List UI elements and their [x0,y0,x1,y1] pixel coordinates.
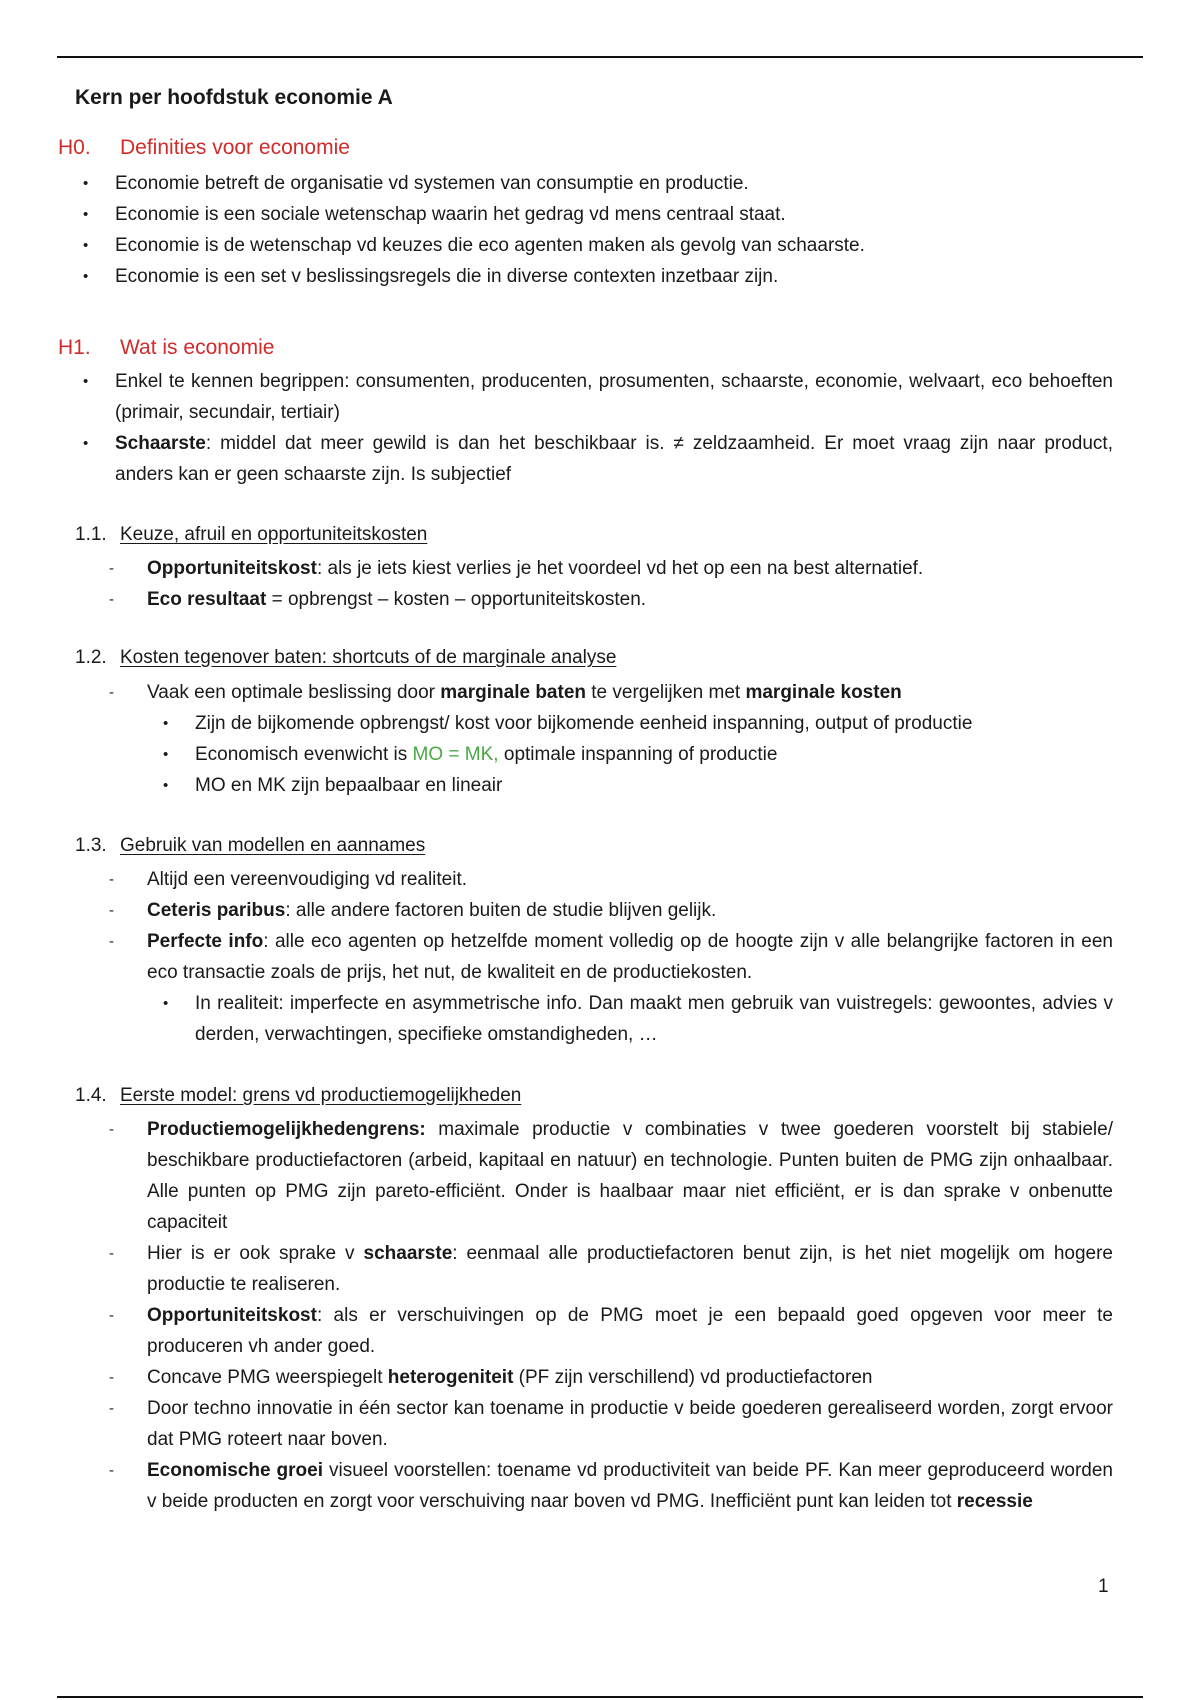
h0-list [83,168,1113,292]
heading-h1-title: Wat is economie [120,336,275,359]
list-item: - Opportuniteitskost: als je iets kiest verlies je het voordeel vd het op een na best alternatief. [147,553,1113,584]
list-item: - Eco resultaat = opbrengst – kosten – opportuniteitskosten. [147,584,1113,615]
heading-h1-number: H1. [58,336,91,359]
dash-icon: - [109,591,114,608]
list-item: - Productiemogelijkhedengrens: maximale productie v combinaties v twee goederen voorstelt bij stabiele/ beschikbare productiefactoren (arbeid, kapitaal en natuur) en technologie. Punten buiten de PMG zijn onhaalbaar. Alle punten op PMG zijn pareto-efficiënt. Onder is haalbaar maar niet efficiënt, er is dan sprake v onbenutte capaciteit [147,1114,1113,1238]
heading-h0-title: Definities voor economie [120,136,350,159]
list-item: - Opportuniteitskost: als er verschuivingen op de PMG moet je een bepaald goed opgeven voor meer te produceren vh ander goed. [147,1300,1113,1362]
list-item: • Economie is de wetenschap vd keuzes die eco agenten maken als gevolg van schaarste. [115,230,1113,261]
dash-icon: - [109,933,114,950]
bullet-icon: • [163,715,169,732]
s13-list [109,864,1113,988]
list-item: - Economische groei visueel voorstellen: toename vd productiviteit van beide PF. Kan meer geproduceerd worden v beide producten en zorgt voor verschuiving naar boven vd PMG. Inefficiënt punt kan leiden tot recessie [147,1455,1113,1517]
subheading-1-4: 1.4. Eerste model: grens vd productiemogelijkheden [75,1085,522,1106]
list-item: - Hier is er ook sprake v schaarste: eenmaal alle productiefactoren benut zijn, is het niet mogelijk om hogere productie te realiseren. [147,1238,1113,1300]
dash-icon: - [109,902,114,919]
list-item: - Perfecte info: alle eco agenten op hetzelfde moment volledig op de hoogte zijn v alle belangrijke factoren in een eco transactie zoals de prijs, het nut, de kwaliteit en de productiekosten. [147,926,1113,988]
list-item: • Economie is een sociale wetenschap waarin het gedrag vd mens centraal staat. [115,199,1113,230]
list-item: • Economie is een set v beslissingsregels die in diverse contexten inzetbaar zijn. [115,261,1113,292]
list-item: - Door techno innovatie in één sector kan toename in productie v beide goederen gerealiseerd worden, zorgt ervoor dat PMG roteert naar boven. [147,1393,1113,1455]
list-item: • Economisch evenwicht is MO = MK, optimale inspanning of productie [195,739,1113,770]
s11-list [109,553,1113,615]
equation-highlight: MO = MK, [412,744,499,765]
list-item: - Concave PMG weerspiegelt heterogeniteit (PF zijn verschillend) vd productiefactoren [147,1362,1113,1393]
heading-h0 [58,136,350,160]
s13-sublist [163,988,1113,1050]
page-number: 1 [1098,1576,1109,1597]
dash-icon: - [109,1245,114,1262]
list-item: • In realiteit: imperfecte en asymmetrische info. Dan maakt men gebruik van vuistregels: gewoontes, advies v derden, verwachtingen, specifieke omstandigheden, … [195,988,1113,1050]
bullet-icon: • [83,175,89,192]
dash-icon: - [109,871,114,888]
heading-h0-number: H0. [58,136,91,159]
bullet-icon: • [163,995,169,1012]
list-item: - Altijd een vereenvoudiging vd realiteit. [147,864,1113,895]
bullet-icon: • [83,435,89,452]
dash-icon: - [109,684,114,701]
dash-icon: - [109,1307,114,1324]
bullet-icon: • [163,777,169,794]
list-item: - Vaak een optimale beslissing door marginale baten te vergelijken met marginale kosten [147,677,1113,708]
dash-icon: - [109,1400,114,1417]
s14-list [109,1114,1113,1517]
list-item: • MO en MK zijn bepaalbaar en lineair [195,770,1113,801]
s12-list [109,677,1113,708]
bullet-icon: • [83,373,89,390]
dash-icon: - [109,1369,114,1386]
dash-icon: - [109,1121,114,1138]
bullet-icon: • [83,268,89,285]
subheading-1-1: 1.1. Keuze, afruil en opportuniteitskosten [75,524,428,545]
heading-h1 [58,336,274,360]
bullet-icon: • [83,237,89,254]
subheading-1-3: 1.3. Gebruik van modellen en aannames [75,835,426,856]
dash-icon: - [109,560,114,577]
list-item: • Zijn de bijkomende opbrengst/ kost voor bijkomende eenheid inspanning, output of productie [195,708,1113,739]
list-item: • Enkel te kennen begrippen: consumenten, producenten, prosumenten, schaarste, economie, welvaart, eco behoeften (primair, secundair, tertiair) [115,366,1113,428]
top-rule [57,56,1143,58]
bottom-rule [57,1696,1143,1698]
bullet-icon: • [163,746,169,763]
list-item: • Schaarste: middel dat meer gewild is dan het beschikbaar is. ≠ zeldzaamheid. Er moet vraag zijn naar product, anders kan er geen schaarste zijn. Is subjectief [115,428,1113,490]
list-item: • Economie betreft de organisatie vd systemen van consumptie en productie. [115,168,1113,199]
document-title: Kern per hoofdstuk economie A [75,86,393,109]
h1-list [83,366,1113,490]
dash-icon: - [109,1462,114,1479]
bullet-icon: • [83,206,89,223]
s12-sublist [163,708,1113,801]
list-item: - Ceteris paribus: alle andere factoren buiten de studie blijven gelijk. [147,895,1113,926]
subheading-1-2: 1.2. Kosten tegenover baten: shortcuts of de marginale analyse [75,647,617,668]
